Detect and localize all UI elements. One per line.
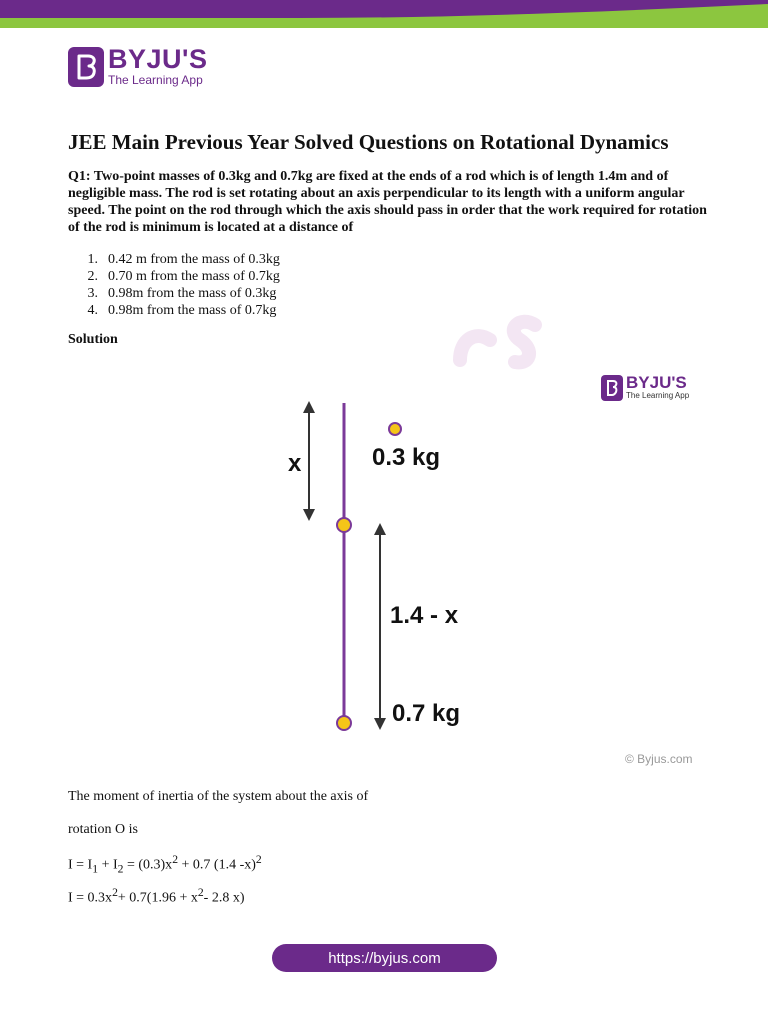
label-x: x [288, 450, 302, 477]
brand-tagline: The Learning App [108, 73, 203, 87]
logo-b-icon [68, 47, 104, 87]
solution-line: The moment of inertia of the system about the axis of [68, 789, 369, 804]
x-arrow [303, 401, 315, 521]
option-item: 2. 0.70 m from the mass of 0.7kg [87, 269, 280, 284]
equation-1: $I = I_1 + I_2 = (0.3)x^2 + 0.7$ (1.4 -x)$^2$ [68, 853, 262, 876]
rod-diagram [270, 395, 500, 745]
brand-name: BYJU'S [108, 44, 208, 74]
question-text: Q1: Two-point masses of 0.3kg and 0.7kg are fixed at the ends of a rod which is of length 1.4m and of negligible mass. The rod is set rotating about an axis perpendicular to its length with a uniform angular speed. The point on the rod through which the axis should pass in order that the work required for rotation of the rod is minimum is located at a distance of [68, 169, 707, 235]
label-mass-bottom: 0.7 kg [392, 700, 461, 727]
solution-heading: Solution [68, 332, 118, 347]
answer-options [68, 251, 280, 319]
header-band [0, 0, 768, 28]
label-mass-top: 0.3 kg [372, 444, 441, 471]
watermark-logo [440, 300, 580, 375]
logo-b-icon [601, 375, 623, 401]
option-item: 3. 0.98m from the mass of 0.3kg [87, 286, 277, 301]
pivot-point [337, 518, 351, 532]
byjus-logo[interactable] [68, 46, 207, 87]
equation-2: $I = 0.3x^2+ 0.7(1.96 + x^2-$ 2.8 x) [68, 886, 245, 906]
brand-tagline: The Learning App [626, 391, 690, 400]
option-item: 4. 0.98m from the mass of 0.7kg [87, 303, 277, 318]
brand-name: BYJU'S [626, 373, 687, 392]
mass-point-top [389, 423, 401, 435]
mass-point-bottom [337, 716, 351, 730]
footer-url-link[interactable]: https://byjus.com [272, 944, 497, 972]
label-length: 1.4 - x [390, 602, 459, 629]
image-credit: © Byjus.com [625, 752, 693, 766]
page-title: JEE Main Previous Year Solved Questions on Rotational Dynamics [68, 130, 669, 154]
option-item: 1. 0.42 m from the mass of 0.3kg [87, 252, 280, 267]
diagram-byjus-logo [601, 374, 689, 401]
length-arrow [374, 523, 386, 730]
solution-line: rotation O is [68, 822, 138, 837]
